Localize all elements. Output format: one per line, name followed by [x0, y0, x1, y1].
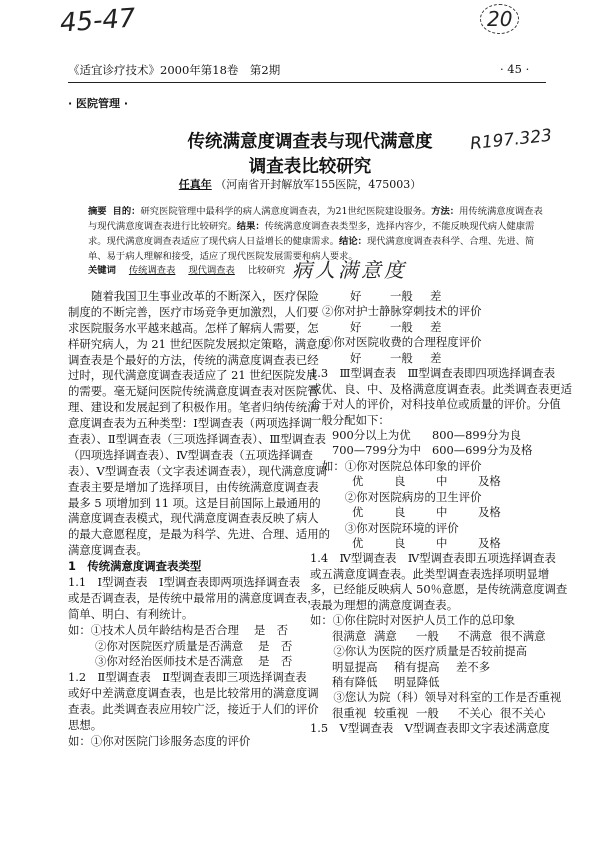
answer-option: 好	[350, 350, 362, 365]
answer-option: 中	[436, 536, 448, 550]
text-line: 的最大意愿程度，是最为科学、先进、合理、适用的	[68, 527, 330, 542]
answer-option: 中	[436, 505, 448, 520]
answer-option: 一般	[390, 319, 413, 334]
text-line: 思想。	[68, 718, 103, 733]
answer-option: 差	[430, 319, 442, 334]
answer-option: 很重视	[332, 705, 367, 720]
text-line: ③你对经治医师技术是否满意 是 否	[80, 654, 293, 669]
handwritten-circled-number: 20	[480, 4, 519, 34]
answer-options	[310, 706, 546, 721]
answer-option: 良	[394, 536, 406, 550]
text-line: ②你对医院病房的卫生评价	[322, 489, 482, 504]
text-line: 或五满意度调查表。此类型调查表选择项明显增	[310, 566, 550, 581]
answer-option: 优	[352, 474, 364, 489]
text-line: ②你认为医院的医疗质量是否较前提高	[322, 644, 528, 659]
answer-option: 很满意	[332, 628, 367, 643]
abstract	[88, 204, 550, 264]
right-column	[310, 289, 572, 737]
answer-option: 稍有提高	[394, 659, 440, 674]
text-line: 1.2 Ⅱ型调查表 Ⅱ型调查表即三项选择调查表	[68, 670, 307, 685]
text-line: 查表主要是增加了选择项目，由传统满意度调查表	[68, 479, 319, 494]
handwritten-page-range: 45-47	[59, 3, 137, 39]
answer-option: 及格	[478, 474, 501, 489]
answer-option: 及格	[478, 536, 501, 550]
text-line: 简单、明白、有利统计。	[68, 606, 194, 621]
answer-option: 不关心	[458, 705, 493, 720]
keyword: 传统调查表	[128, 265, 176, 276]
answer-option: 良	[394, 505, 406, 520]
text-line: 合于对人的评价，对科技单位或质量的评价。分值	[310, 397, 561, 412]
score-range: 900分以上为优	[332, 427, 411, 442]
answer-options	[310, 351, 546, 366]
text-line: 满意度调查表模式，现代满意度调查表反映了病人	[68, 511, 319, 526]
answer-options	[310, 505, 546, 520]
answer-option: 明显提高	[332, 659, 378, 674]
text-line: 如：①你住院时对医护人员工作的总印象	[310, 613, 516, 628]
score-range: 700—799分为中	[332, 443, 422, 458]
text-line: 制度的不断完善，医疗市场竞争更加激烈，人们要	[68, 304, 319, 319]
text-line: 求医院服务水平越来越高。怎样了解病人需要，怎	[68, 320, 319, 335]
text-line: 表最为理想的满意度调查表。	[310, 597, 459, 612]
text-line: 最多 5 项增加到 11 项。这是目前国际上最通用的	[68, 495, 321, 510]
page-number: · 45 ·	[500, 62, 530, 76]
answer-option: 一般	[416, 705, 439, 720]
answer-options	[310, 536, 546, 551]
answer-option: 差不多	[456, 659, 491, 674]
text-line: 表）、Ⅴ型调查表（文字表述调查表），现代满意度调	[68, 463, 327, 478]
text-line: ③您认为院（科）领导对科室的工作是否重视	[322, 690, 562, 705]
text-line: 理、建设和发展起到了积极作用。笔者归纳传统满	[68, 400, 319, 415]
answer-option: 优	[352, 536, 364, 550]
text-line: 样研究病人，为 21 世纪医院发展拟定策略，满意度	[68, 336, 329, 351]
left-column	[68, 289, 330, 750]
text-line: 或好中差满意度调查表，也是比较常用的满意度调	[68, 686, 319, 701]
text-line: 1.4 Ⅳ型调查表 Ⅳ型调查表即五项选择调查表	[310, 551, 556, 566]
text-line: 的需要。毫无疑问医院传统满意度调查表对医院管	[68, 384, 319, 399]
text-line: 查表）、Ⅱ型调查表（三项选择调查表）、Ⅲ型调查表	[68, 432, 326, 447]
journal-header: 《适宜诊疗技术》2000年第18卷 第2期	[68, 63, 281, 77]
section-label: · 医院管理 ·	[68, 97, 129, 110]
score-range: 800—899分为良	[432, 427, 522, 442]
answer-option: 优	[352, 505, 364, 520]
answer-option: 差	[430, 350, 442, 365]
conclusion-text: 现代满意度调查表科学、合理、先进、简单、易于病人理解和接受，适应了现代医院发展需要和病人要求。	[88, 236, 535, 262]
answer-option: 较重视	[374, 705, 409, 720]
score-range-line	[310, 428, 546, 443]
text-line: 多，已经能反映病人 50％意愿，是传统满意度调查	[310, 582, 568, 597]
keywords	[88, 262, 295, 276]
text-line: ②你对医院医疗质量是否满意 是 否	[80, 638, 293, 653]
text-line: ③你对医院环境的评价	[322, 520, 459, 535]
section-heading: 1 传统满意度调查表类型	[68, 559, 202, 574]
answer-option: 中	[436, 474, 448, 489]
title-line-2: 调查表比较研究	[248, 157, 372, 177]
answer-option: 差	[430, 289, 442, 303]
text-line: 一般分配如下：	[310, 412, 390, 427]
text-line: 如：①技术人员年龄结构是否合理 是 否	[68, 622, 289, 637]
paper-title	[0, 130, 600, 180]
text-line: 意度调查表为五种类型：Ⅰ型调查表（两项选择调	[68, 416, 312, 431]
answer-option: 及格	[478, 505, 501, 520]
keyword: 比较研究	[247, 265, 286, 276]
answer-option: 好	[350, 319, 362, 334]
result-label: 结果：	[236, 221, 265, 232]
text-line: 如：①你对医院门诊服务态度的评价	[68, 733, 251, 748]
answer-option: 好	[350, 289, 362, 303]
text-line: 查表。此类调查表应用较广泛，接近于人们的评价	[68, 702, 319, 717]
text-line: 过时，现代满意度调查表适应了 21 世纪医院发展	[68, 368, 318, 383]
objective-label: 目的：	[112, 206, 141, 217]
method-text: 用传统满意度调查表与现代满意度调查表进行比较研究。	[88, 206, 543, 232]
keyword: 现代调查表	[188, 265, 235, 276]
title-line-1: 传统满意度调查表与现代满意度	[187, 132, 433, 152]
text-line: 调查表是个最好的方法，传统的满意度调查表已经	[68, 352, 319, 367]
author-name: 任真年	[178, 178, 212, 191]
text-line: 1.5 Ⅴ型调查表 Ⅴ型调查表即文字表述满意度	[310, 721, 550, 736]
answer-option: 很不满意	[500, 628, 546, 643]
answer-options	[310, 474, 546, 489]
answer-option: 不满意	[458, 628, 493, 643]
answer-option: 良	[394, 474, 406, 489]
answer-options	[310, 675, 546, 690]
text-line: 1.3 Ⅲ型调查表 Ⅲ型调查表即四项选择调查表	[310, 366, 556, 381]
header-rule	[68, 82, 546, 83]
text-line: 随着我国卫生事业改革的不断深入，医疗保险	[91, 289, 319, 303]
handwritten-keyword-note: 病人满意度	[292, 258, 407, 282]
conclusion-label: 结论：	[339, 236, 367, 247]
answer-option: 很不关心	[500, 705, 546, 720]
answer-option: 明显降低	[394, 674, 440, 689]
result-text: 传统满意度调查表类型多，选择内容少，不能反映现代病人健康需求。现代满意度调查表适应了现代病人日益增长的健康需求。	[88, 221, 535, 247]
answer-options	[310, 660, 546, 675]
text-line: ③你对医院收费的合理程度评价	[322, 335, 482, 350]
answer-options	[310, 289, 546, 304]
score-range-line	[310, 443, 546, 458]
text-line: 1.1 Ⅰ型调查表 Ⅰ型调查表即两项选择调查表	[68, 575, 301, 590]
score-range: 600—699分为及格	[432, 443, 533, 458]
author-affiliation: （河南省开封解放军155医院，475003）	[215, 178, 422, 191]
answer-options	[310, 629, 546, 644]
answer-option: 一般	[416, 628, 439, 643]
handwritten-classification-code: R197.323	[469, 125, 553, 155]
keywords-label: 关键词	[88, 265, 116, 276]
objective-text: 研究医院管理中最科学的病人满意度调查表，为21世纪医院建设服务。	[140, 206, 432, 217]
text-line: 如：①你对医院总体印象的评价	[322, 458, 482, 473]
text-line: 满意度调查表。	[68, 543, 148, 558]
answer-option: 满意	[374, 628, 397, 643]
text-line: （四项选择调查表）、Ⅳ型调查表（五项选择调查	[68, 447, 313, 462]
author-line	[0, 176, 600, 192]
answer-options	[310, 320, 546, 335]
answer-option: 一般	[390, 350, 413, 365]
text-line: ②你对护士静脉穿刺技术的评价	[322, 304, 482, 319]
abstract-label: 摘要	[88, 206, 107, 217]
text-line: 或优、良、中、及格满意度调查表。此类调查表更适	[310, 381, 572, 396]
answer-option: 稍有降低	[332, 674, 378, 689]
answer-option: 一般	[390, 289, 413, 303]
text-line: 或是否调查表，是传统中最常用的满意度调查表，	[68, 590, 319, 605]
method-label: 方法：	[431, 206, 460, 217]
